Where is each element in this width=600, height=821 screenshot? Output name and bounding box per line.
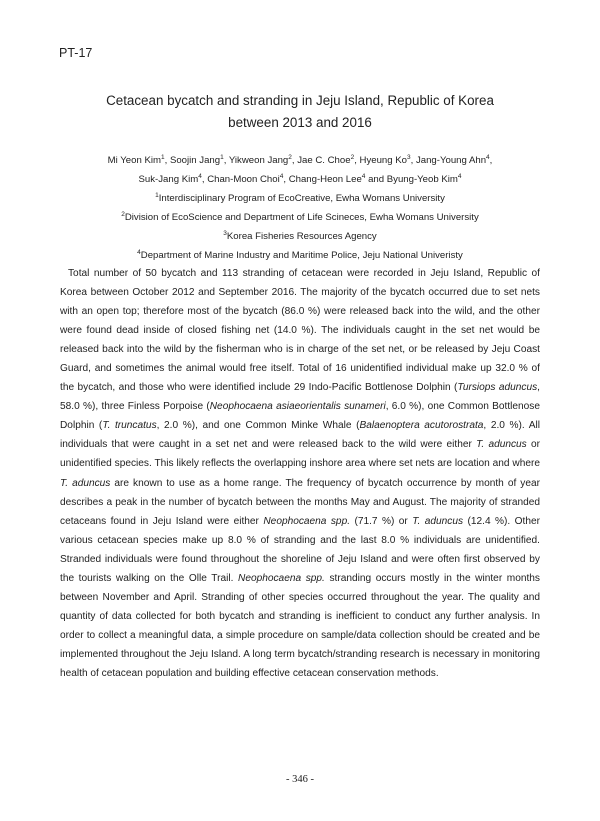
species-name: T. aduncus (476, 439, 527, 451)
species-name: Tursiops aduncus (457, 382, 538, 394)
page-number: - 346 - (286, 774, 314, 785)
author-separator: , (291, 155, 298, 166)
affiliation-mark: 2 (121, 210, 125, 218)
title-line-2: between 2013 and 2016 (228, 115, 372, 130)
abstract-body (60, 264, 540, 683)
affiliation-line (0, 227, 600, 246)
species-name: T. aduncus (60, 477, 111, 489)
author-separator: , (489, 155, 493, 166)
affiliation-mark: 3 (223, 229, 227, 237)
abstract-text: or unidentified species. This likely reflects the overlapping inshore area where set nets are location and where (60, 439, 540, 470)
abstract-text: , 2.0 %). All individuals that were caught in a set net and were released back to the wild were either (60, 420, 540, 451)
affiliation-text: Korea Fisheries Resources Agency (226, 231, 377, 242)
paper-title (0, 90, 600, 134)
author-name: Chang-Heon Lee (288, 174, 362, 185)
author-name: Suk-Jang Kim (138, 174, 199, 185)
author-separator: and (365, 174, 387, 185)
species-name: T. aduncus (412, 515, 464, 527)
author-separator: , (283, 174, 289, 185)
author-line-2 (0, 170, 600, 189)
affiliation-mark: 1 (155, 191, 159, 199)
affiliation-list (0, 189, 600, 265)
author-affiliation-mark: 4 (457, 172, 462, 180)
author-affiliation-mark: 3 (407, 153, 411, 161)
species-name: Neophocaena spp. (238, 572, 325, 584)
abstract-text: Total number of 50 bycatch and 113 stranding of cetacean were recorded in Jeju Island, Republic of Korea between October 2012 and September 2016. The majority of the bycatch occurred due to set nets with an open top; therefore most of the bycatch (86.0 %) were released back into the wild, and the other were found dead inside of closed fishing net (14.0 %). The individuals caught in the set net would be released back into the wild by the fisherman who is in charge of the set net, or be released by Jeju Coast Guard, and sometimes the animal would free itself. Total of 16 unidentified individual make up 32.0 % of the bycatch, and those who were identified include 29 Indo-Pacific Bottlenose Dolphin ( (60, 268, 540, 394)
author-line-1 (0, 151, 600, 170)
affiliation-text: Department of Marine Industry and Maritime Police, Jeju National Univeristy (140, 250, 463, 261)
abstract-code: PT-17 (59, 46, 93, 60)
species-name: Neophocaena asiaeorientalis sunameri (209, 401, 386, 413)
author-affiliation-mark: 2 (350, 153, 355, 161)
author-name: Soojin Jang (169, 155, 221, 166)
affiliation-line (0, 208, 600, 227)
author-separator: , (164, 155, 170, 166)
title-line-1: Cetacean bycatch and stranding in Jeju Island, Republic of Korea (106, 93, 494, 108)
author-name: Yikweon Jang (228, 155, 289, 166)
species-name: Balaenoptera acutorostrata (359, 420, 484, 432)
author-affiliation-mark: 4 (486, 153, 490, 161)
abstract-text: , 6.0 %), one Common Bottlenose Dolphin ( (60, 401, 540, 432)
abstract-text: , 2.0 %), and one Common Minke Whale ( (156, 420, 360, 432)
author-name: Mi Yeon Kim (107, 155, 161, 166)
abstract-text: , 58.0 %), three Finless Porpoise ( (60, 382, 540, 413)
author-name: Jae C. Choe (297, 155, 351, 166)
affiliation-mark: 4 (137, 248, 141, 256)
author-name: Hyeung Ko (359, 155, 407, 166)
author-name: Jang-Young Ahn (415, 155, 487, 166)
author-affiliation-mark: 4 (361, 172, 366, 180)
author-separator: , (410, 155, 416, 166)
author-affiliation-mark: 1 (220, 153, 224, 161)
author-affiliation-mark: 1 (160, 153, 165, 161)
author-separator: , (354, 155, 360, 166)
affiliation-line (0, 246, 600, 265)
author-affiliation-mark: 4 (198, 172, 202, 180)
author-name: Chan-Moon Choi (207, 174, 280, 185)
species-name: T. truncatus (102, 420, 157, 432)
abstract-text: stranding occurs mostly in the winter months between November and April. Stranding of other species occurred throughout the year. The quality and quantity of data collected for both bycatch and stranding is inefficient to conduct any further analysis. In order to collect a meaningful data, a simple procedure on sample/data collection should be created and be implemented throughout the Jeju Island. A long term bycatch/stranding research is necessary in monitoring health of cetacean population and building effective cetacean conservation methods. (60, 572, 540, 679)
abstract-text: (71.7 %) or (350, 515, 413, 527)
affiliation-text: Division of EcoScience and Department of Life Scineces, Ewha Womans University (124, 212, 479, 223)
author-affiliation-mark: 4 (279, 172, 284, 180)
species-name: Neophocaena spp. (263, 515, 351, 527)
author-separator: , (223, 155, 229, 166)
author-name: Byung-Yeob Kim (386, 174, 458, 185)
abstract-text: are known to use as a home range. The frequency of bycatch occurrence by month of year describes a peak in the number of bycatch between the months May and August. The majority of stranded cetaceans found in Jeju Island were either (60, 477, 540, 527)
affiliation-line (0, 189, 600, 208)
author-affiliation-mark: 2 (288, 153, 292, 161)
affiliation-text: Interdisciplinary Program of EcoCreative, Ewha Womans University (158, 193, 445, 204)
abstract-text: (12.4 %). Other various cetacean species make up 8.0 % of stranding and the last 8.0 % individuals are unidentified. Stranded individuals were found throughout the shoreline of Jeju Island and were often first observed by the tourists walking on the Olle Trail. (60, 515, 540, 584)
author-block (0, 151, 600, 265)
author-separator: , (201, 174, 208, 185)
